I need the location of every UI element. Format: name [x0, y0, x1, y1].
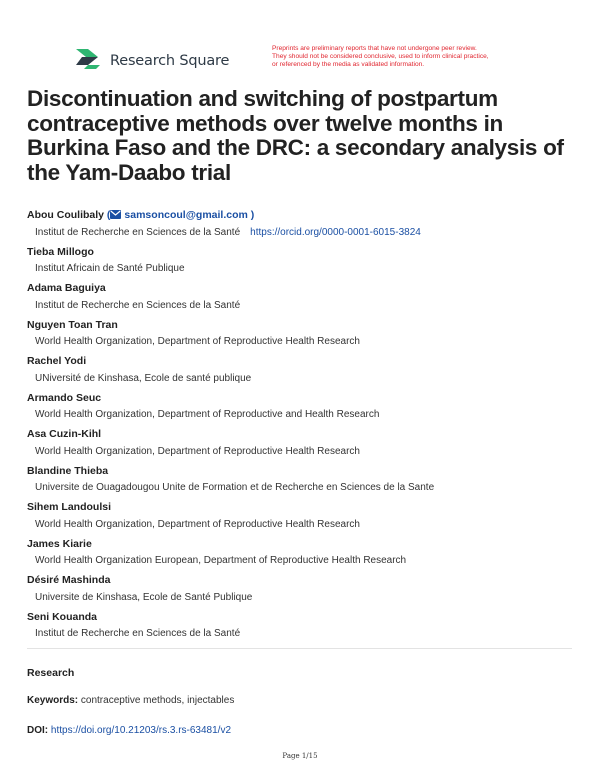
author-name: Désiré Mashinda — [27, 574, 111, 586]
author-affiliation: World Health Organization, Department of Reproductive Health Research — [35, 518, 360, 530]
author-name: Armando Seuc — [27, 391, 102, 404]
keywords-value: contraceptive methods, injectables — [80, 695, 235, 706]
author-list — [27, 207, 577, 645]
article-type: Research — [27, 667, 75, 679]
disclaimer-line: or referenced by the media as validated information. — [272, 61, 425, 68]
preprint-disclaimer — [272, 45, 532, 69]
disclaimer-line: They should not be considered conclusive, used to inform clinical practice, — [272, 53, 489, 60]
author-name: Sihem Landoulsi — [27, 501, 112, 513]
author-name: James Kiarie — [27, 537, 92, 550]
disclaimer-line: Preprints are preliminary reports that have not undergone peer review. — [272, 45, 477, 52]
research-square-icon — [74, 45, 104, 76]
author-affiliation: Institut de Recherche en Sciences de la Santé — [35, 628, 241, 639]
author-name: Tieba Millogo — [27, 245, 94, 258]
author-name: Rachel Yodi — [27, 355, 87, 367]
author-affiliation: World Health Organization, Department of Reproductive Health Research — [35, 336, 360, 347]
author-affiliation: World Health Organization European, Department of Reproductive Health Research — [35, 555, 407, 566]
author-name: Abou Coulibaly ( samsoncoul@gmail.com ) — [27, 209, 255, 221]
section-divider — [27, 648, 572, 649]
author-name: Asa Cuzin-Kihl — [27, 428, 102, 440]
author-name: Adama Baguiya — [27, 282, 106, 294]
research-square-logo[interactable] — [74, 45, 229, 76]
author-name: Seni Kouanda — [27, 610, 98, 623]
keywords-label: Keywords: — [27, 695, 79, 706]
author-affiliation: UNiversité de Kinshasa, Ecole de santé publique — [35, 372, 252, 384]
author-name: Blandine Thieba — [27, 464, 109, 477]
author-affiliation: Universite de Ouagadougou Unite de Formation et de Recherche en Sciences de la Sante — [35, 482, 435, 493]
page-number: Page 1/15 — [282, 752, 318, 760]
envelope-icon — [110, 210, 121, 219]
author-email-link[interactable]: samsoncoul@gmail.com — [124, 209, 248, 221]
keywords-line — [27, 695, 234, 706]
doi-line — [27, 725, 231, 736]
author-name: Nguyen Toan Tran — [27, 318, 118, 331]
doi-link[interactable]: https://doi.org/10.21203/rs.3.rs-63481/v2 — [50, 725, 232, 736]
author-affiliation: Institut de Recherche en Sciences de la Santé https://orcid.org/0000-0001-6015-3824 — [35, 226, 421, 238]
author-affiliation: Institut de Recherche en Sciences de la Santé — [35, 299, 241, 311]
orcid-link[interactable]: https://orcid.org/0000-0001-6015-3824 — [250, 226, 421, 238]
page-header — [0, 0, 600, 80]
logo-text: Research Square — [110, 52, 230, 69]
author-affiliation: Universite de Kinshasa, Ecole de Santé Publique — [35, 591, 253, 603]
author-affiliation: World Health Organization, Department of Reproductive and Health Research — [35, 409, 380, 420]
author-affiliation: World Health Organization, Department of Reproductive Health Research — [35, 445, 360, 457]
author-affiliation: Institut Africain de Santé Publique — [35, 263, 185, 274]
paper-title: Discontinuation and switching of postpartum contraceptive methods over twelve months in Burkina Faso and the DRC: a secondary analysis of the Yam-Daabo trial — [27, 86, 564, 185]
doi-label: DOI: — [27, 725, 49, 736]
